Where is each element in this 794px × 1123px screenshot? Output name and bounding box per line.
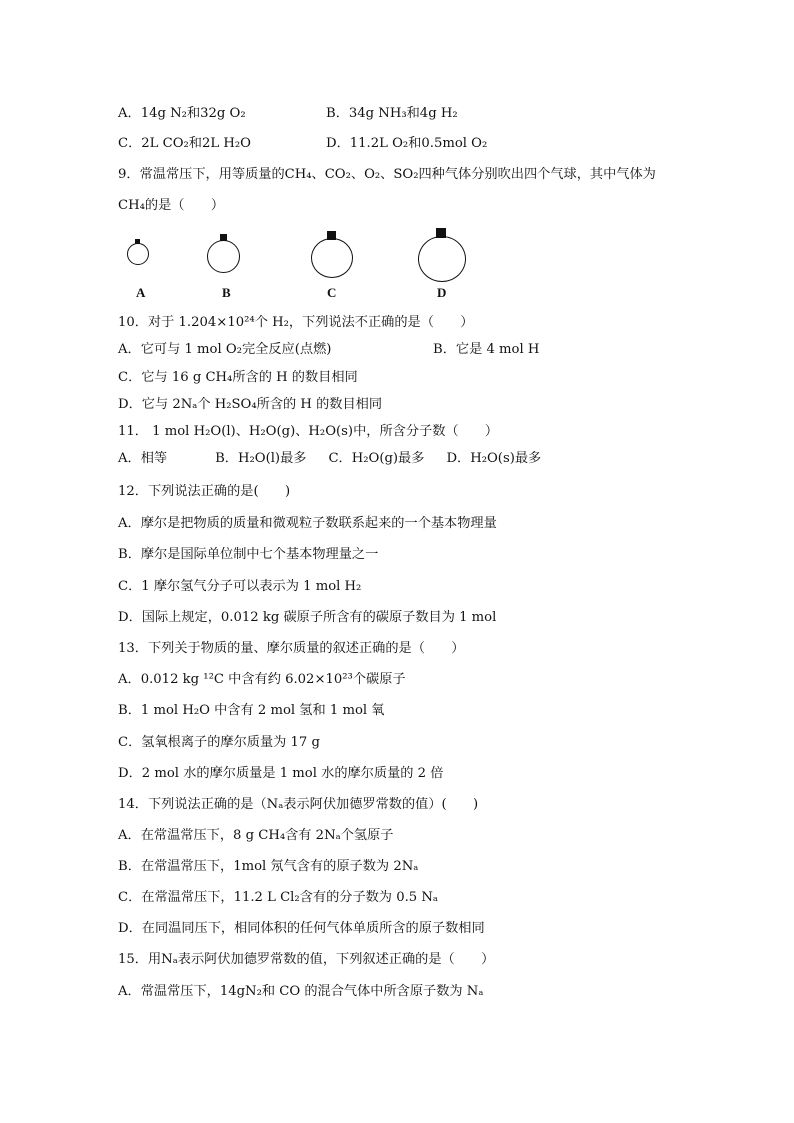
q13-option-b: B．1 mol H₂O 中含有 2 mol 氢和 1 mol 氧: [118, 703, 385, 718]
q13-option-d: D．2 mol 水的摩尔质量是 1 mol 水的摩尔质量的 2 倍: [118, 766, 444, 781]
q12-stem: 12．下列说法正确的是( ): [118, 484, 291, 499]
q11-option-d: D．H₂O(s)最多: [446, 451, 542, 466]
q9-stem-line1: 9．常温常压下，用等质量的CH₄、CO₂、O₂、SO₂四种气体分别吹出四个气球，其中气体为: [118, 167, 656, 182]
balloon-label-d: D: [437, 285, 447, 300]
q13-option-c: C．氢氧根离子的摩尔质量为 17 g: [118, 735, 320, 750]
q12-option-a: A．摩尔是把物质的质量和微观粒子数联系起来的一个基本物理量: [118, 516, 497, 531]
q11-stem: 11． 1 mol H₂O(l)、H₂O(g)、H₂O(s)中，所含分子数（ ）: [118, 424, 499, 439]
q8-option-d: D．11.2L O₂和0.5mol O₂: [326, 136, 488, 151]
q11-option-a: A．相等: [118, 451, 168, 466]
balloon-label-a: A: [136, 285, 146, 300]
q15-option-a: A．常温常压下，14gN₂和 CO 的混合气体中所含原子数为 Nₐ: [118, 984, 484, 999]
balloon-label-b: B: [222, 285, 231, 300]
q11-options: [118, 449, 541, 469]
q14-option-c: C．在常温常压下，11.2 L Cl₂含有的分子数为 0.5 Nₐ: [118, 890, 438, 905]
q14-stem: 14．下列说法正确的是（Nₐ表示阿伏加德罗常数的值）( ): [118, 797, 479, 812]
q10-stem: 10．对于 1.204×10²⁴个 H₂，下列说法不正确的是（ ）: [118, 315, 474, 330]
q10-option-c: C．它与 16 g CH₄所含的 H 的数目相同: [118, 370, 358, 385]
q11-option-b: B．H₂O(l)最多: [215, 451, 307, 466]
q12-option-d: D．国际上规定，0.012 kg 碳原子所含有的碳原子数目为 1 mol: [118, 610, 497, 625]
q11-option-c: C．H₂O(g)最多: [328, 451, 425, 466]
q10-option-b: B．它是 4 mol H: [433, 342, 540, 357]
q10-option-d: D．它与 2Nₐ个 H₂SO₄所含的 H 的数目相同: [118, 397, 383, 412]
q14-option-b: B．在常温常压下，1mol 氖气含有的原子数为 2Nₐ: [118, 859, 419, 874]
q13-option-a: A．0.012 kg ¹²C 中含有约 6.02×10²³个碳原子: [118, 672, 406, 687]
q14-option-a: A．在常温常压下，8 g CH₄含有 2Nₐ个氢原子: [118, 828, 394, 843]
q8-option-c: C．2L CO₂和2L H₂O: [118, 136, 251, 151]
q12-option-c: C．1 摩尔氢气分子可以表示为 1 mol H₂: [118, 579, 362, 594]
q10-option-a: A．它可与 1 mol O₂完全反应(点燃): [118, 342, 332, 357]
q13-stem: 13．下列关于物质的量、摩尔质量的叙述正确的是（ ）: [118, 641, 465, 656]
q15-stem: 15．用Nₐ表示阿伏加德罗常数的值，下列叙述正确的是（ ）: [118, 952, 495, 967]
q14-option-d: D．在同温同压下，相同体积的任何气体单质所含的原子数相同: [118, 921, 485, 936]
q12-option-b: B．摩尔是国际单位制中七个基本物理量之一: [118, 547, 379, 562]
q8-option-b: B．34g NH₃和4g H₂: [326, 106, 458, 121]
q9-stem-line2: CH₄的是（ ）: [118, 198, 225, 213]
q8-option-a: A．14g N₂和32g O₂: [118, 106, 246, 121]
balloon-label-c: C: [327, 285, 337, 300]
